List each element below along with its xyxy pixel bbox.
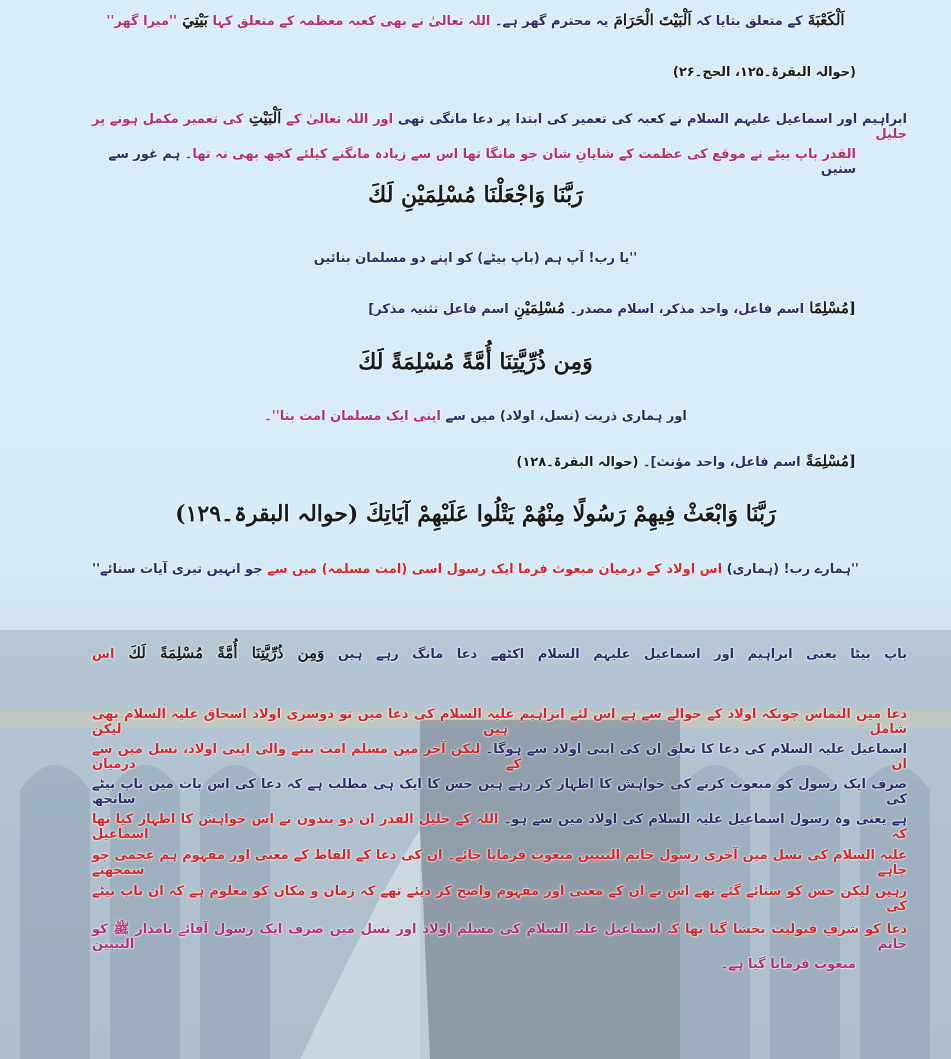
text-line-6	[20, 252, 931, 267]
text-line-9	[20, 410, 931, 425]
quranic-text: اَلْكَعْبَةَ	[802, 11, 845, 29]
text-line-8	[20, 350, 931, 375]
urdu-text: اس	[92, 647, 115, 662]
text-line-13	[92, 645, 907, 663]
text-line-18	[92, 849, 907, 879]
text-line-15	[92, 743, 907, 773]
quranic-text: رَبَّنَا وَابْعَثْ فِيهِمْ رَسُولًا مِنْهُمْ يَتْلُوا عَلَيْهِمْ آيَاتِكَ	[358, 501, 776, 527]
text-line-12	[20, 563, 931, 578]
urdu-text: اسماعیل علیہ السلام کی مسلم اولاد اور نسل میں صرف ایک رسول آقائے نامدار ﷺ کو خاتم النبیین	[92, 922, 907, 952]
urdu-text: اور اللہ تعالیٰ کے	[281, 112, 394, 127]
urdu-text: اللہ تعالیٰ نے بھی کعبہ معظمہ کے متعلق کہا	[207, 14, 491, 29]
quranic-text: مُسْلِمَيْنِ	[508, 299, 565, 317]
text-line-21	[721, 958, 856, 973]
quranic-text: [مُسْلِمًا	[804, 299, 856, 317]
urdu-text: اس اولاد کے درمیان مبعوث فرما ایک رسول اسی (امت مسلمہ) میں سے	[262, 562, 723, 577]
urdu-text: اللہ کے جلیل القدر ان دو بندوں نے اس خواہش کا اظہار کیا تھا کہ اسماعیل	[92, 812, 907, 842]
urdu-text: علیہ السلام کی نسل میں آخری رسول خاتم النبیین مبعوث فرمایا جائے۔ ان کی دعا کے الفاظ کے معنی اور مفہوم ہم عجمی جو چاہے سمجھتے	[92, 848, 907, 878]
urdu-text: صرف ایک رسول کو مبعوث کرنے کی خواہش کا اظہار کر رہے ہیں جس کا ایک ہی مطلب ہے کہ دعا کی اس بات میں باپ بیٹے کی سانجھ	[92, 777, 907, 807]
urdu-text: ''یا رب! آپ ہم (باپ بیٹے) کو اپنے دو مسلمان بنائیں	[313, 251, 638, 266]
urdu-text: اپنی ایک مسلمان امت بنا''۔	[264, 409, 441, 424]
urdu-text: (حوالہ البقرۃ۔۱۲۹)	[175, 501, 359, 527]
text-line-4	[96, 148, 856, 178]
urdu-text: اسم فاعل تثنیہ مذکر]	[368, 302, 509, 317]
text-line-14	[92, 708, 907, 738]
urdu-text: کی تعمیر مکمل ہونے پر جلیل	[92, 112, 907, 142]
urdu-text: یہ محترم گھر ہے۔	[490, 14, 609, 29]
urdu-text: اور ہماری ذریت (نسل، اولاد) میں سے	[440, 409, 687, 424]
quranic-text: اَلْبَيْتِ	[243, 109, 282, 127]
urdu-text: ہے یعنی وہ رسول اسماعیل علیہ السلام کی اولاد میں سے ہو۔	[498, 812, 907, 827]
text-line-1	[20, 12, 931, 30]
urdu-text: رہیں لیکن جس کو سنائے گئے تھے اس نے ان کے معنی اور مفہوم واضح کر دیئے تھے کہ زمان و مکاں کو معلوم ہے کہ ان باپ بیٹے کی	[92, 884, 907, 914]
text-line-2	[673, 66, 856, 81]
text-line-17	[92, 813, 907, 843]
urdu-text: اسم فاعل، واحد مؤنث]۔	[638, 455, 801, 470]
text-line-5	[20, 183, 931, 208]
text-line-19	[92, 885, 907, 915]
urdu-text: القدر باپ بیٹے نے موقع کی عظمت کے شایانِ شان جو مانگا تھا اس سے زیادہ مانگنے کیلئے کچھ بھی نہ تھا۔	[180, 147, 856, 162]
text-line-16	[92, 778, 907, 808]
urdu-text: اسماعیل علیہ السلام کی دعا کا تعلق ان کی اپنی اولاد سے ہوگا۔	[480, 742, 908, 757]
quranic-text: [مُسْلِمَةً	[800, 452, 856, 470]
urdu-text: (حوالہ البقرۃ۔۱۲۵، الحج۔۲۶)	[672, 65, 856, 80]
urdu-text: جو انہیں تیری آیات سنائے''	[92, 562, 263, 577]
urdu-text: ابراہیم اور اسماعیل علیہم السلام نے کعبہ کی تعمیر کی ابتدا پر دعا مانگی تھی	[393, 112, 907, 127]
quranic-text: اَلْبَيْتَ الْحَرَامَ	[608, 11, 692, 29]
urdu-text: ''ہمارے رب! (ہماری)	[722, 562, 859, 577]
text-line-20	[92, 923, 907, 953]
urdu-text: اسم فاعل، واحد مذکر، اسلام مصدر۔	[564, 302, 805, 317]
urdu-text: لیکن آخر میں مسلم امت بننے والی اپنی اولاد، نسل میں سے ان کے درمیان	[92, 742, 907, 772]
urdu-text: باپ بیٹا یعنی ابراہیم اور اسماعیل علیہم السلام اکٹھے دعا مانگ رہے ہیں	[324, 647, 907, 662]
text-line-3	[92, 110, 907, 143]
urdu-text: ہم غور سے سنیں	[108, 147, 856, 177]
text-line-7	[368, 300, 856, 318]
text-line-10	[516, 453, 856, 471]
text-line-11	[20, 502, 931, 527]
urdu-text: کے متعلق بتایا کہ	[691, 14, 803, 29]
quranic-text: وَمِن ذُرِّيَّتِنَا أُمَّةً مُسْلِمَةً لَكَ	[358, 349, 593, 375]
quranic-text: رَبَّنَا وَاجْعَلْنَا مُسْلِمَيْنِ لَكَ	[368, 182, 583, 208]
urdu-text: ''میرا گھر''	[106, 14, 177, 29]
quranic-text: بَيْتِيَ	[176, 11, 208, 29]
quranic-text: وَمِن ذُرِّيَّتِنَا أُمَّةً مُسْلِمَةً لَكَ	[114, 644, 325, 662]
urdu-text: مبعوث فرمایا گیا ہے۔	[720, 957, 856, 972]
urdu-text: دعا میں التماس چونکہ اولاد کے حوالے سے ہے اس لئے ابراہیم علیہ السلام کی دعا میں تو دوسری اولاد اسحاق علیہ السلام بھی شامل ہیں لیکن	[92, 707, 907, 737]
urdu-text: دعا کو شرفِ قبولیت بخشا گیا تھا کہ	[661, 922, 907, 937]
urdu-text: (حوالہ البقرۃ۔۱۲۸)	[516, 455, 639, 470]
